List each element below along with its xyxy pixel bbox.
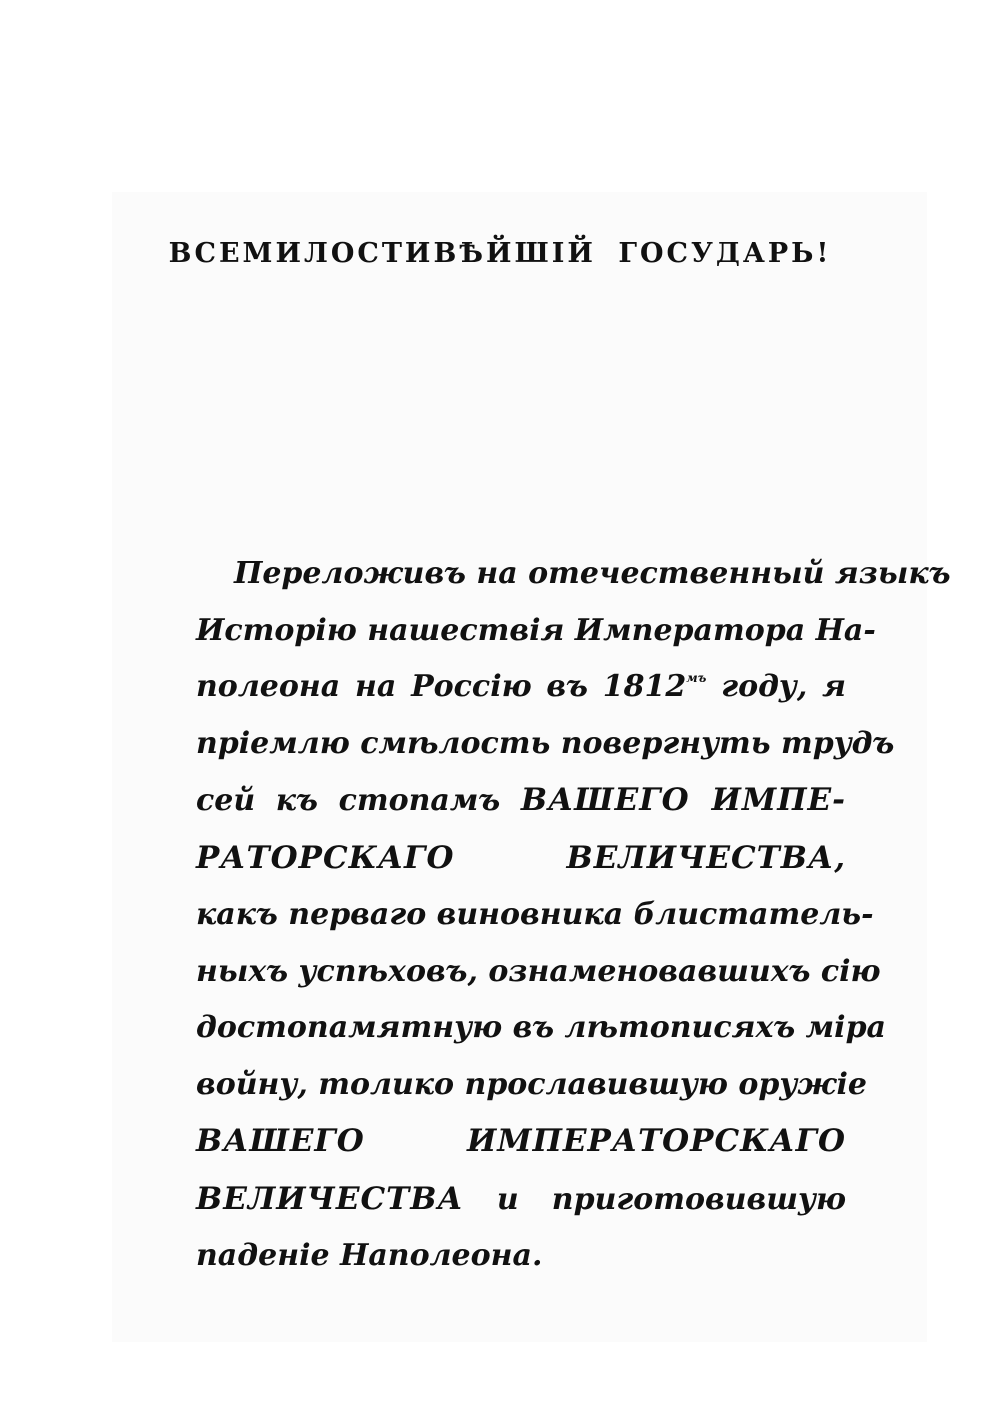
text-line-1: Переложивъ на отечественный языкъ: [234, 556, 951, 591]
text-line-9: достопамятную въ лѣтописяхъ міра: [196, 1010, 886, 1045]
year: 1812: [602, 669, 687, 704]
text-line-8: ныхъ успѣховъ, ознаменовавшихъ сію: [196, 953, 881, 989]
text-line-7: какъ перваго виновника блистатель-: [196, 897, 874, 932]
text-line-5: [196, 772, 846, 830]
line-11-caps: ВАШЕГО ИМПЕРАТОРСКАГО: [196, 1123, 846, 1159]
text-line-2: Исторію нашествія Императора На-: [196, 612, 876, 648]
page-heading: ВСЕМИЛОСТИВѢЙШІЙ ГОСУДАРЬ!: [168, 238, 832, 269]
text-line-13: паденіе Наполеона.: [196, 1238, 543, 1273]
dedication-text: [196, 546, 951, 1285]
line-6-caps: РАТОРСКАГО ВЕЛИЧЕСТВА,: [196, 839, 846, 876]
text-line-12: [196, 1171, 846, 1229]
line-5-caps: ВАШЕГО ИМПЕ-: [520, 782, 846, 818]
text-line-4: пріемлю смѣлость повергнуть трудъ: [196, 725, 895, 761]
line-5-pre: сей къ стопамъ: [196, 783, 521, 818]
text-line-11: [196, 1113, 846, 1171]
text-line-3: [196, 659, 846, 716]
line-3-post: году, я: [706, 669, 846, 704]
text-line-10: войну, толико прославившую оружіе: [196, 1066, 867, 1102]
text-line-6: [196, 830, 846, 888]
line-12-post: и приготовившую: [463, 1181, 846, 1217]
year-suffix: мъ: [686, 671, 707, 685]
line-12-caps: ВЕЛИЧЕСТВА: [196, 1180, 464, 1217]
line-3-pre: полеона на Россію въ: [196, 669, 603, 704]
